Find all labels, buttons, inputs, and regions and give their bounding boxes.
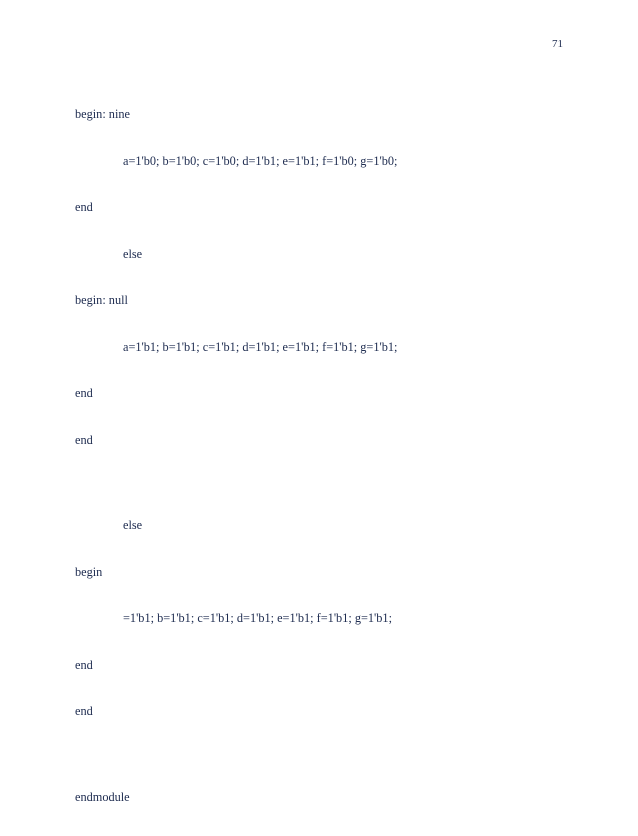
code-line: else [123,246,143,261]
code-line: else [123,518,143,532]
code-line: end [75,386,93,400]
code-line: a=1'b0; b=1'b0; c=1'b0; d=1'b1; e=1'b1; f=1'b0; g=1'b0; [123,153,398,168]
code-line: =1'b1; b=1'b1; c=1'b1; d=1'b1; e=1'b1; f=1'b1; g=1'b1; [123,611,392,625]
verilog-code-block [75,76,397,836]
code-line: endmodule [75,789,130,804]
code-line: end [75,704,93,718]
code-line: end [75,657,93,672]
code-line: begin: null [75,293,128,307]
page-number: 71 [552,38,563,50]
blank-line [75,479,397,487]
code-line: a=1'b1; b=1'b1; c=1'b1; d=1'b1; e=1'b1; f=1'b1; g=1'b1; [123,339,398,354]
code-line: end [75,200,93,214]
code-line: begin [75,564,103,579]
code-line: end [75,432,93,447]
blank-line [75,751,397,759]
code-line: begin: nine [75,107,130,121]
